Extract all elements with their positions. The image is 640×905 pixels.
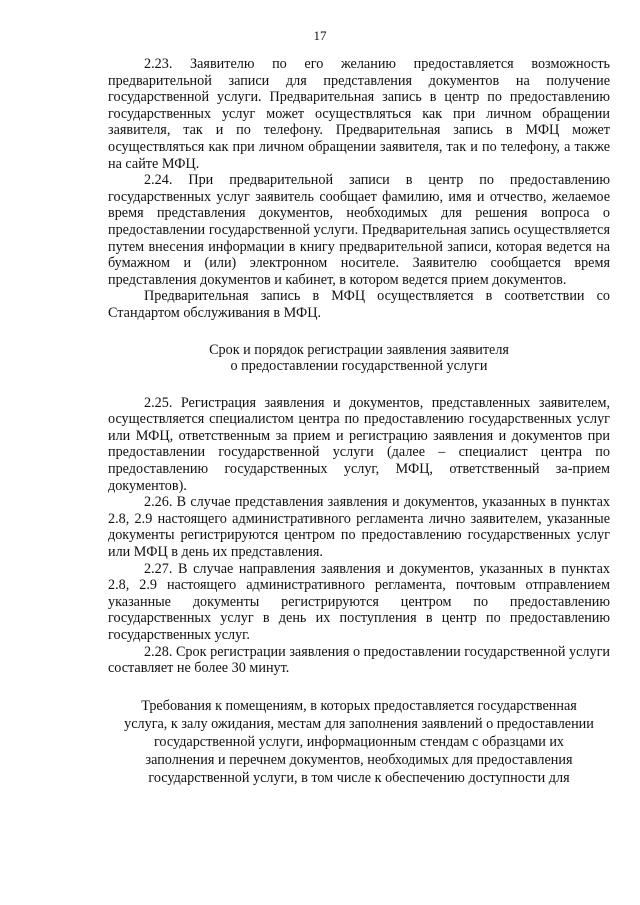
section-heading-premises: Требования к помещениям, в которых предоставляется государственная услуга, к залу ожидания, местам для заполнения заявлений о предоставлении государственной услуги, информационным стендам с образцами их заполнения и перечнем документов, необходимых для предоставления государственной услуги, в том числе к обеспечению доступности для [124, 697, 594, 786]
paragraph-2-28: 2.28. Срок регистрации заявления о предоставлении государственной услуги составляет не более 30 минут. [108, 643, 610, 677]
paragraph-mfc-standard: Предварительная запись в МФЦ осуществляется в соответствии со Стандартом обслуживания в МФЦ. [108, 288, 610, 321]
paragraph-2-27: 2.27. В случае направления заявления и документов, указанных в пунктах 2.8, 2.9 настоящего административного регламента, почтовым отправлением указанные документы регистрируются центром по предоставлению государственных услуг в день их поступления в центр по предоставлению государственных услуг. [108, 560, 610, 643]
section-heading-registration-line1: Срок и порядок регистрации заявления заявителя [209, 341, 509, 358]
page-number: 17 [313, 28, 327, 43]
section-heading-registration [108, 342, 610, 375]
paragraph-2-25: 2.25. Регистрация заявления и документов, представленных заявителем, осуществляется специалистом центра по предоставлению государственных услуг или МФЦ, ответственным за прием и регистрацию заявления и документов при предоставлении государственной услуги (далее – специалист центра по предоставлению государственных услуг, МФЦ, ответственный за-прием документов). [108, 394, 610, 494]
paragraph-2-24: 2.24. При предварительной записи в центр по предоставлению государственных услуг заявитель сообщает фамилию, имя и отчество, желаемое время представления документов, необходимых для решения вопроса о предоставлении государственной услуги. Предварительная запись осуществляется путем внесения информации в книгу предварительной записи, которая ведется на бумажном и (или) электронном носителе. Заявителю сообщается время представления документов и кабинет, в котором ведется прием документов. [108, 172, 610, 288]
paragraph-2-23: 2.23. Заявителю по его желанию предоставляется возможность предварительной записи для представления документов на получение государственной услуги. Предварительная запись в центр по предоставлению государственных услуг может осуществляться как при личном обращении заявителя, так и по телефону. Предварительная запись в МФЦ может осуществляться как при личном обращении заявителя, так и по телефону, а также на сайте МФЦ. [108, 56, 610, 172]
document-body [108, 56, 610, 787]
paragraph-2-26: 2.26. В случае представления заявления и документов, указанных в пунктах 2.8, 2.9 настоящего административного регламента лично заявителем, указанные документы регистрируются центром по предоставлению государственных услуг или МФЦ в день их представления. [108, 494, 610, 561]
section-heading-registration-line2: о предоставлении государственной услуги [230, 358, 488, 375]
